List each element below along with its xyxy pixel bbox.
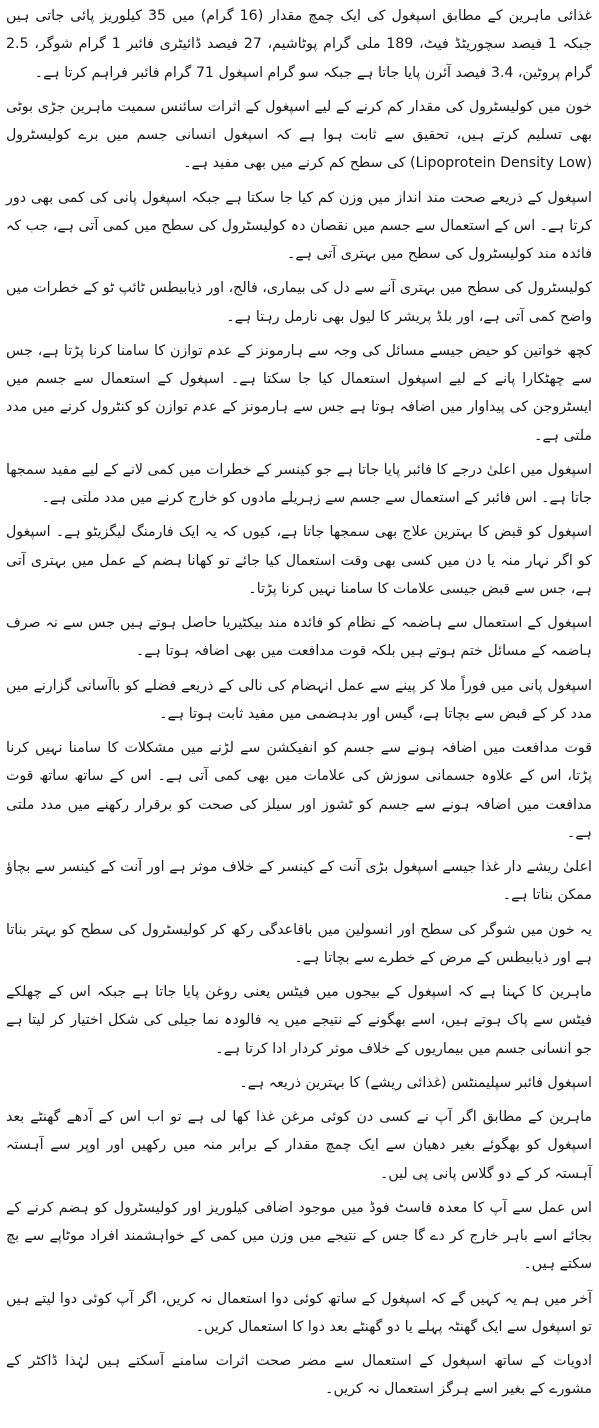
- paragraph-constipation: اسپغول کو قبض کا بہترین علاج بھی سمجھا جاتا ہے، کیوں کہ یہ ایک فارمنگ لیگزیٹو ہے۔ اسپغول کو اگر نہار منہ یا دن میں کسی بھی وقت استعمال کیا جائے تو کھانا ہضم کے عمل میں بہتری آتی ہے، جس سے قبض جیسی علامات کا سامنا نہیں کرنا پڑتا۔: [6, 524, 592, 597]
- paragraph-cholesterol: خون میں کولیسٹرول کی مقدار کم کرنے کے لیے اسپغول کے اثرات سائنس سمیت ماہرین جڑی بوٹی بھی تسلیم کرتے ہیں، تحقیق سے ثابت ہوا ہے کہ اسپغول انسانی جسم میں برے کولیسٹرول (Lipoprotein Density Low) کی سطح کم کرنے میں بھی مفید ہے۔: [6, 98, 592, 172]
- paragraph-immunity: قوت مدافعت میں اضافہ ہونے سے جسم کو انفیکشن سے لڑنے میں مشکلات کا سامنا نہیں کرنا پڑتا، اس کے علاوہ جسمانی سوزش کی علامات میں بھی کمی آتی ہے۔ اس کے ساتھ ساتھ قوت مدافعت میں اضافہ ہونے سے جسم کو ٹشوز اور سیلز کی صحت کو برقرار رکھنے میں مدد ملتی ہے۔: [6, 740, 592, 841]
- paragraph-digestion: اسپغول کے استعمال سے ہاضمہ کے نظام کو فائدہ مند بیکٹیریا حاصل ہوتے ہیں جس سے نہ صرف ہاضمہ کے مسائل ختم ہوتے ہیں بلکہ قوت مدافعت میں بھی اضافہ ہوتا ہے۔: [6, 615, 592, 660]
- paragraph-nutrition-facts: غذائی ماہرین کے مطابق اسپغول کی ایک چمچ مقدار (16 گرام) میں 35 کیلوریز پائی جاتی ہیں جبکہ 1 فیصد سچوریٹڈ فیٹ، 189 ملی گرام پوٹاشیم، 27 فیصد ڈائیٹری فائبر 1 گرام شوگر، 2.5 گرام پروٹین، 3.4 فیصد آئرن پایا جاتا ہے جبکہ سو گرام اسپغول 71 گرام فائبر فراہم کرتا ہے۔: [6, 8, 592, 81]
- paragraph-medication-timing: آخر میں ہم یہ کہیں گے کہ اسپغول کے ساتھ کوئی دوا استعمال نہ کریں، اگر آپ کوئی دوا لیتے ہیں تو اسپغول سے ایک گھنٹہ پہلے یا دو گھنٹے بعد دوا کا استعمال کریں۔: [6, 1290, 592, 1335]
- paragraph-medical-advice: ادویات کے ساتھ اسپغول کے استعمال سے مضر صحت اثرات سامنے آسکتے ہیں لہٰذا ڈاکٹر کے مشورے کے بغیر اسے ہرگز استعمال نہ کریں۔: [6, 1353, 592, 1398]
- paragraph-fatty-food-tip: ماہرین کے مطابق اگر آپ نے کسی دن کوئی مرغن غذا کھا لی ہے تو اب اس کے آدھے گھنٹے بعد اسپغول کو بھگوئے بغیر دھیان سے ایک چمچ مقدار کے برابر منہ میں رکھیں اور اوپر سے آہستہ آہستہ کر کے دو گلاس پانی پی لیں۔: [6, 1109, 592, 1182]
- paragraph-fast-food: اس عمل سے آپ کا معدہ فاسٹ فوڈ میں موجود اضافی کیلوریز اور کولیسٹرول کو ہضم کرنے کے بجائے اسے باہر خارج کر دے گا جس کے نتیجے میں وزن میں کمی کے خواہشمند افراد موٹاپے سے بچ سکتے ہیں۔: [6, 1199, 592, 1273]
- paragraph-weight-loss: اسپغول کے ذریعے صحت مند انداز میں وزن کم کیا جا سکتا ہے جبکہ اسپغول پانی کی کمی بھی دور کرتا ہے۔ اس کے استعمال سے جسم میں نقصان دہ کولیسٹرول کی سطح میں کمی آتی ہے، جب کہ فائدہ مند کولیسٹرول کی سطح میں بہتری آتی ہے۔: [6, 189, 592, 262]
- paragraph-heart-health: کولیسٹرول کی سطح میں بہتری آنے سے دل کی بیماری، فالج، اور ذیابیطس ٹائپ ٹو کے خطرات میں واضح کمی آتی ہے، اور بلڈ پریشر کا لیول بھی نارمل رہتا ہے۔: [6, 280, 592, 325]
- paragraph-blood-sugar: یہ خون میں شوگر کی سطح اور انسولین میں باقاعدگی رکھ کر کولیسٹرول کی سطح کو بہتر بناتا ہے اور ذیابیطس کے مرض کے خطرے سے بچاتا ہے۔: [6, 921, 592, 966]
- paragraph-cancer-risk: اسپغول میں اعلیٰ درجے کا فائبر پایا جاتا ہے جو کینسر کے خطرات میں کمی لانے کے لیے مفید سمجھا جاتا ہے۔ اس فائبر کے استعمال سے جسم سے زہریلے مادوں کو خارج کرنے میں مدد ملتی ہے۔: [6, 461, 592, 506]
- paragraph-colon-cancer: اعلیٰ ریشے دار غذا جیسے اسپغول بڑی آنت کے کینسر کے خلاف موثر ہے اور آنت کے کینسر سے بچاؤ ممکن بناتا ہے۔: [6, 859, 592, 904]
- paragraph-gas-indigestion: اسپغول پانی میں فوراً ملا کر پینے سے عمل انہضام کی نالی کے ذریعے فضلے کو باآسانی گزارنے میں مدد کر کے قبض سے بچاتا ہے، گیس اور بدہضمی میں مفید ثابت ہوتا ہے۔: [6, 677, 592, 722]
- paragraph-hormones: کچھ خواتین کو حیض جیسے مسائل کی وجہ سے ہارمونز کے عدم توازن کا سامنا کرنا پڑتا ہے، جس سے چھٹکارا پانے کے لیے اسپغول استعمال کیا جا سکتا ہے۔ اسپغول کے استعمال سے جسم میں ایسٹروجن کی پیداوار میں اضافہ ہوتا ہے جس سے ہارمونز کے عدم توازن کو کنٹرول کرنے میں مدد ملتی ہے۔: [6, 342, 592, 444]
- paragraph-seeds-husk: ماہرین کا کہنا ہے کہ اسپغول کے بیجوں میں فیٹس یعنی روغن پایا جاتا ہے جبکہ اس کے چھلکے فیٹس سے پاک ہوتے ہیں، اسے بھگونے کے نتیجے میں یہ فالودہ نما جیلی کی شکل اختیار کر لیتا ہے جو انسانی جسم میں بیماریوں کے خلاف موثر کردار ادا کرتا ہے۔: [6, 984, 592, 1057]
- paragraph-fiber-supplement: اسپغول فائبر سپلیمنٹس (غذائی ریشے) کا بہترین ذریعہ ہے۔: [239, 1074, 592, 1091]
